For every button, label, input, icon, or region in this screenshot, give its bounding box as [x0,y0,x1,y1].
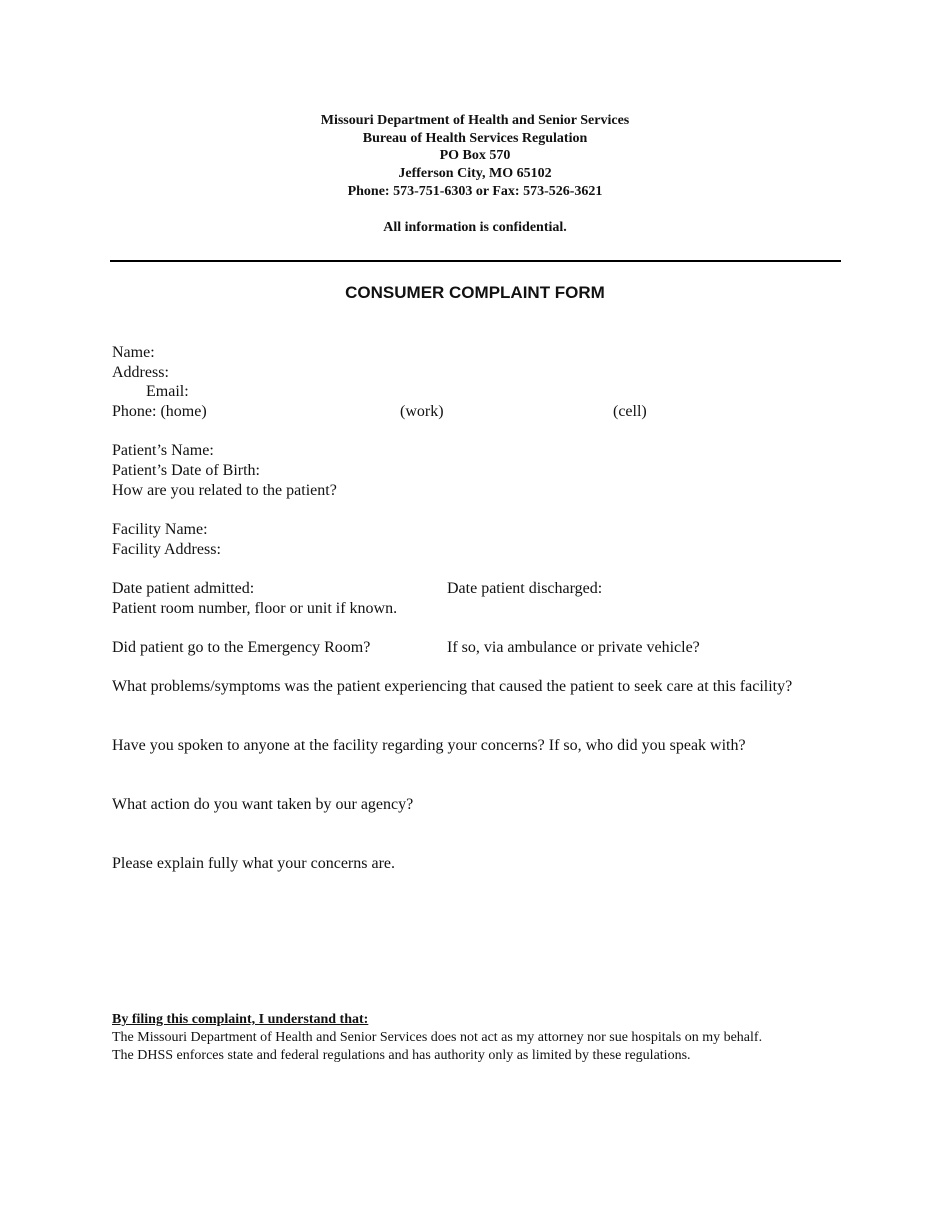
agency-name: Missouri Department of Health and Senior Services [320,113,630,128]
facility-name-label: Facility Name: [112,521,208,538]
facility-address-label: Facility Address: [112,541,221,558]
phone-work-label: (work) [400,403,444,420]
address-label: Address: [112,364,169,381]
date-discharged-label: Date patient discharged: [447,580,603,597]
patient-dob-label: Patient’s Date of Birth: [112,462,260,479]
name-label: Name: [112,344,155,361]
city-state-zip: Jefferson City, MO 65102 [398,166,552,181]
relation-label: How are you related to the patient? [112,482,337,499]
confidential-notice: All information is confidential. [383,220,567,235]
form-title: CONSUMER COMPLAINT FORM [345,283,605,302]
emergency-room-label: Did patient go to the Emergency Room? [112,639,371,656]
patient-name-label: Patient’s Name: [112,442,214,459]
spoken-question: Have you spoken to anyone at the facility regarding your concerns? If so, who did you speak with? [112,737,746,754]
symptoms-question: What problems/symptoms was the patient experiencing that caused the patient to seek care at this facility? [112,678,793,695]
action-question: What action do you want taken by our agency? [112,796,414,813]
notice-heading: By filing this complaint, I understand that: [112,1012,369,1027]
email-label: Email: [146,383,189,400]
phone-home-label: Phone: (home) [112,403,207,420]
concerns-question: Please explain fully what your concerns are. [112,855,396,872]
phone-cell-label: (cell) [613,403,647,420]
room-label: Patient room number, floor or unit if known. [112,600,398,617]
phone-fax: Phone: 573-751-6303 or Fax: 573-526-3621 [347,184,603,199]
transport-label: If so, via ambulance or private vehicle? [447,639,700,656]
date-admitted-label: Date patient admitted: [112,580,255,597]
notice-line-2: The DHSS enforces state and federal regulations and has authority only as limited by these regulations. [112,1048,691,1063]
header-divider [110,260,841,262]
notice-line-1: The Missouri Department of Health and Senior Services does not act as my attorney nor sue hospitals on my behalf. [112,1030,763,1045]
po-box: PO Box 570 [439,148,511,163]
bureau-name: Bureau of Health Services Regulation [362,131,588,146]
